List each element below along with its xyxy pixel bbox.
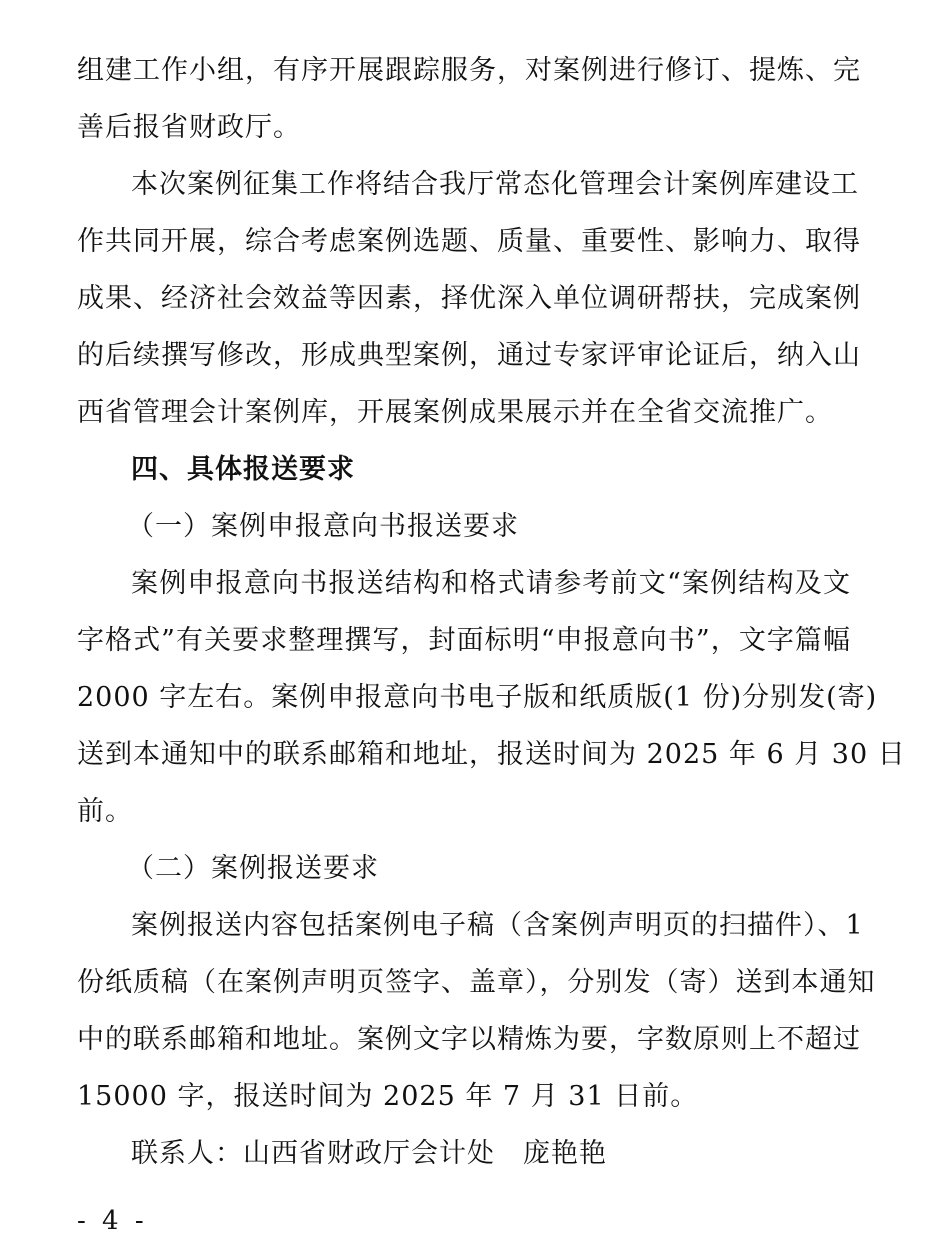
paragraph-line: 作共同开展，综合考虑案例选题、质量、重要性、影响力、取得 <box>77 226 861 257</box>
contact-line: 联系人：山西省财政厅会计处 庞艳艳 <box>131 1138 607 1169</box>
paragraph-line: 15000 字，报送时间为 2025 年 7 月 31 日前。 <box>77 1081 699 1112</box>
subsection-heading: （二）案例报送要求 <box>127 853 379 884</box>
paragraph-line: 送到本通知中的联系邮箱和地址，报送时间为 2025 年 6 月 30 日 <box>77 739 906 770</box>
paragraph-line: 案例报送内容包括案例电子稿（含案例声明页的扫描件）、1 <box>131 910 864 941</box>
paragraph-line: 西省管理会计案例库，开展案例成果展示并在全省交流推广。 <box>77 397 833 428</box>
paragraph-line: 中的联系邮箱和地址。案例文字以精炼为要，字数原则上不超过 <box>77 1024 861 1055</box>
section-heading: 四、具体报送要求 <box>131 454 355 485</box>
subsection-heading: （一）案例申报意向书报送要求 <box>127 511 519 542</box>
paragraph-line: 成果、经济社会效益等因素，择优深入单位调研帮扶，完成案例 <box>77 283 861 314</box>
paragraph-line: 案例申报意向书报送结构和格式请参考前文“案例结构及文 <box>131 568 851 599</box>
paragraph-line: 的后续撰写修改，形成典型案例，通过专家评审论证后，纳入山 <box>77 340 861 371</box>
paragraph-line: 份纸质稿（在案例声明页签字、盖章），分别发（寄）送到本通知 <box>77 967 876 998</box>
paragraph-line: 组建工作小组，有序开展跟踪服务，对案例进行修订、提炼、完 <box>77 55 861 86</box>
paragraph-line: 本次案例征集工作将结合我厅常态化管理会计案例库建设工 <box>131 169 859 200</box>
paragraph-line: 善后报省财政厅。 <box>77 112 301 143</box>
paragraph-line: 字格式”有关要求整理撰写，封面标明“申报意向书”，文字篇幅 <box>77 625 851 656</box>
paragraph-line: 前。 <box>77 796 133 827</box>
paragraph-line: 2000 字左右。案例申报意向书电子版和纸质版(1 份)分别发(寄) <box>77 682 878 713</box>
page-number: - 4 - <box>77 1206 148 1236</box>
